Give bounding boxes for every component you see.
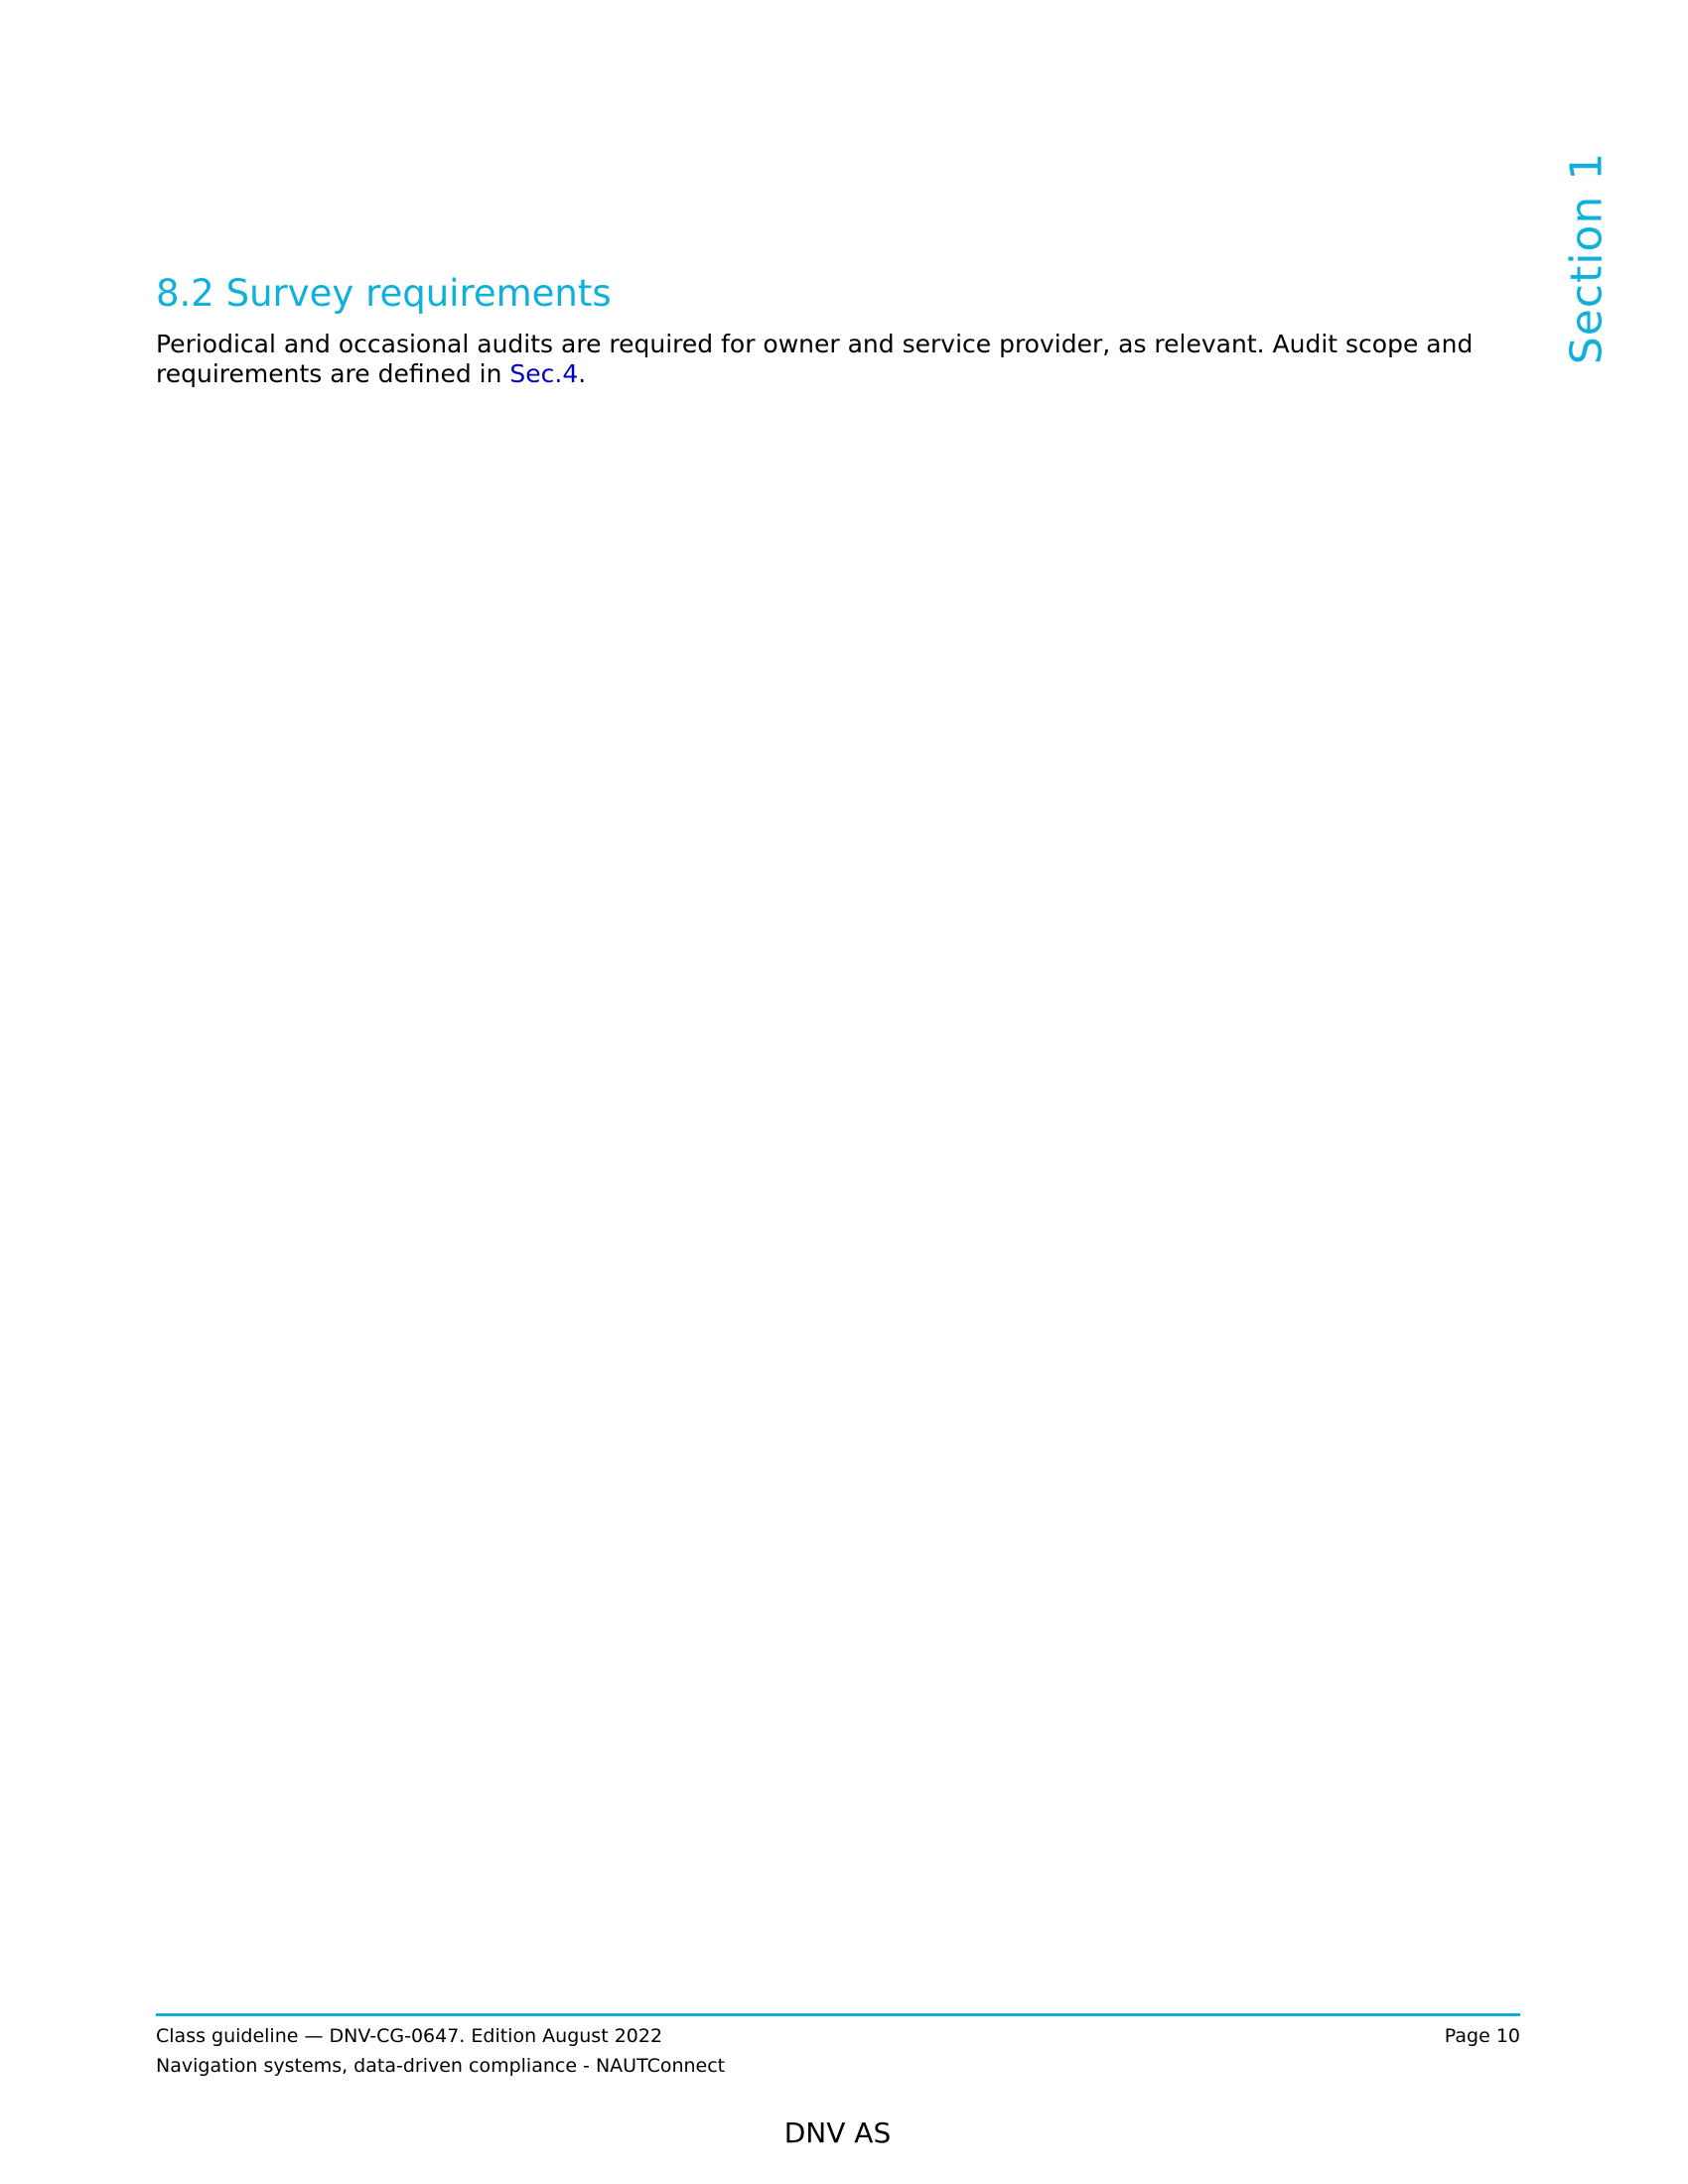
section-heading: 8.2 Survey requirements: [156, 272, 612, 315]
body-paragraph-end: .: [578, 359, 587, 388]
page-number: Page 10: [1444, 2025, 1520, 2047]
body-paragraph-text: Periodical and occasional audits are required for owner and service provider, as relevant. Audit scope and requirements are defined in: [156, 330, 1474, 388]
body-paragraph: [156, 330, 1536, 389]
footer-document-title: Class guideline — DNV-CG-0647. Edition August 2022: [156, 2025, 663, 2047]
footer-divider: [156, 2013, 1520, 2016]
publisher-name: DNV AS: [783, 2116, 892, 2149]
section-side-tab-label: Section 1: [1561, 151, 1613, 365]
footer-document-subtitle: Navigation systems, data-driven compliance - NAUTConnect: [156, 2055, 726, 2077]
sec4-link[interactable]: Sec.4: [509, 359, 579, 388]
footer-document-info: [156, 2021, 725, 2081]
